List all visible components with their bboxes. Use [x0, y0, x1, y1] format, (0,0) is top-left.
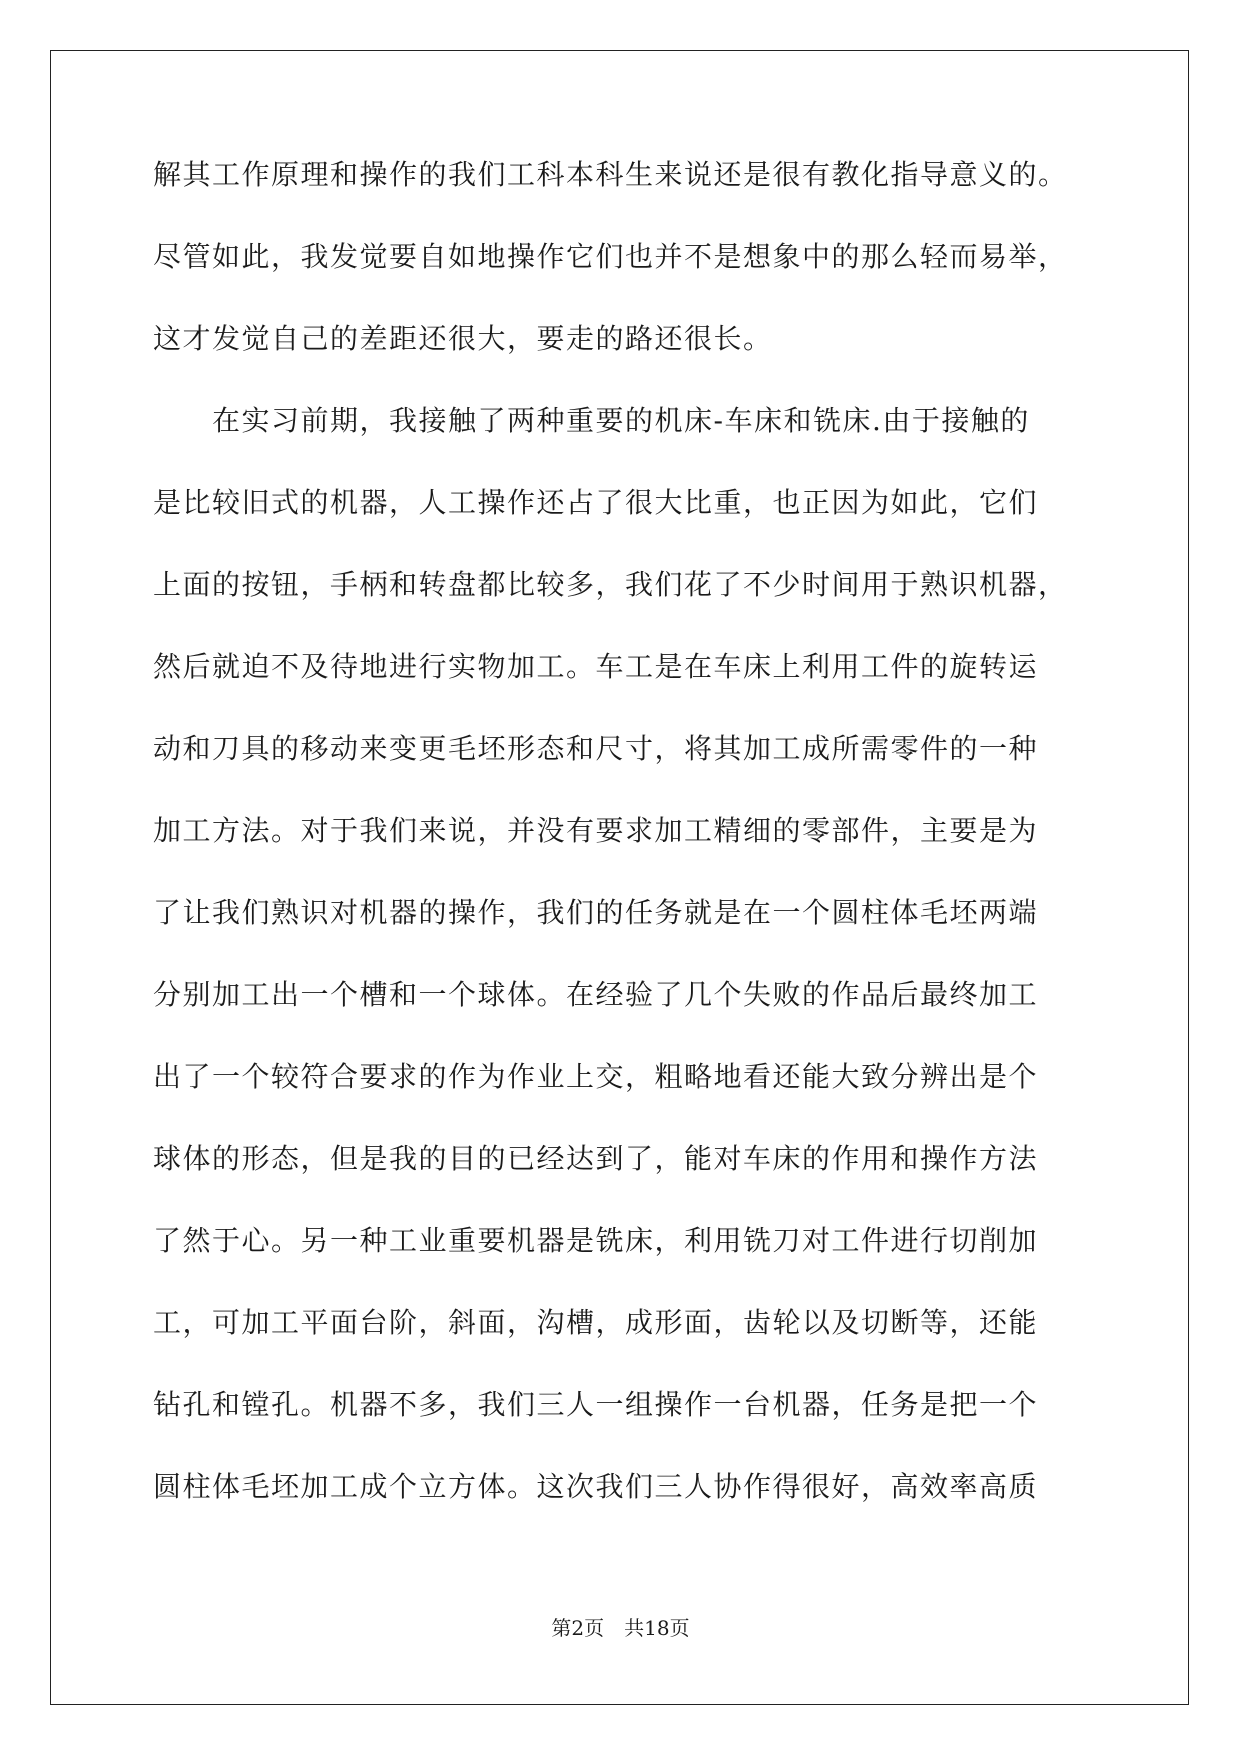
text-line: 圆柱体毛坯加工成个立方体。这次我们三人协作得很好，高效率高质 — [153, 1470, 1039, 1503]
text-line: 在实习前期，我接触了两种重要的机床-车床和铣床.由于接触的 — [153, 404, 1030, 437]
text-line: 加工方法。对于我们来说，并没有要求加工精细的零部件，主要是为 — [153, 814, 1039, 847]
document-body — [153, 158, 1093, 1552]
text-line: 尽管如此，我发觉要自如地操作它们也并不是想象中的那么轻而易举， — [153, 240, 1068, 273]
text-line: 是比较旧式的机器，人工操作还占了很大比重，也正因为如此，它们 — [153, 486, 1039, 519]
text-line: 上面的按钮，手柄和转盘都比较多，我们花了不少时间用于熟识机器， — [153, 568, 1068, 601]
text-line: 分别加工出一个槽和一个球体。在经验了几个失败的作品后最终加工 — [153, 978, 1039, 1011]
text-line: 钻孔和镗孔。机器不多，我们三人一组操作一台机器，任务是把一个 — [153, 1388, 1039, 1421]
text-line: 了让我们熟识对机器的操作，我们的任务就是在一个圆柱体毛坯两端 — [153, 896, 1039, 929]
text-line: 这才发觉自己的差距还很大，要走的路还很长。 — [153, 322, 773, 355]
text-line: 出了一个较符合要求的作为作业上交，粗略地看还能大致分辨出是个 — [153, 1060, 1039, 1093]
text-line: 解其工作原理和操作的我们工科本科生来说还是很有教化指导意义的。 — [153, 158, 1068, 191]
text-line: 球体的形态，但是我的目的已经达到了，能对车床的作用和操作方法 — [153, 1142, 1039, 1175]
text-line: 了然于心。另一种工业重要机器是铣床，利用铣刀对工件进行切削加 — [153, 1224, 1039, 1257]
text-line: 动和刀具的移动来变更毛坯形态和尺寸，将其加工成所需零件的一种 — [153, 732, 1039, 765]
text-line: 然后就迫不及待地进行实物加工。车工是在车床上利用工件的旋转运 — [153, 650, 1039, 683]
page-number-footer: 第2页 共18页 — [551, 1616, 690, 1640]
text-line: 工，可加工平面台阶，斜面，沟槽，成形面，齿轮以及切断等，还能 — [153, 1306, 1039, 1339]
